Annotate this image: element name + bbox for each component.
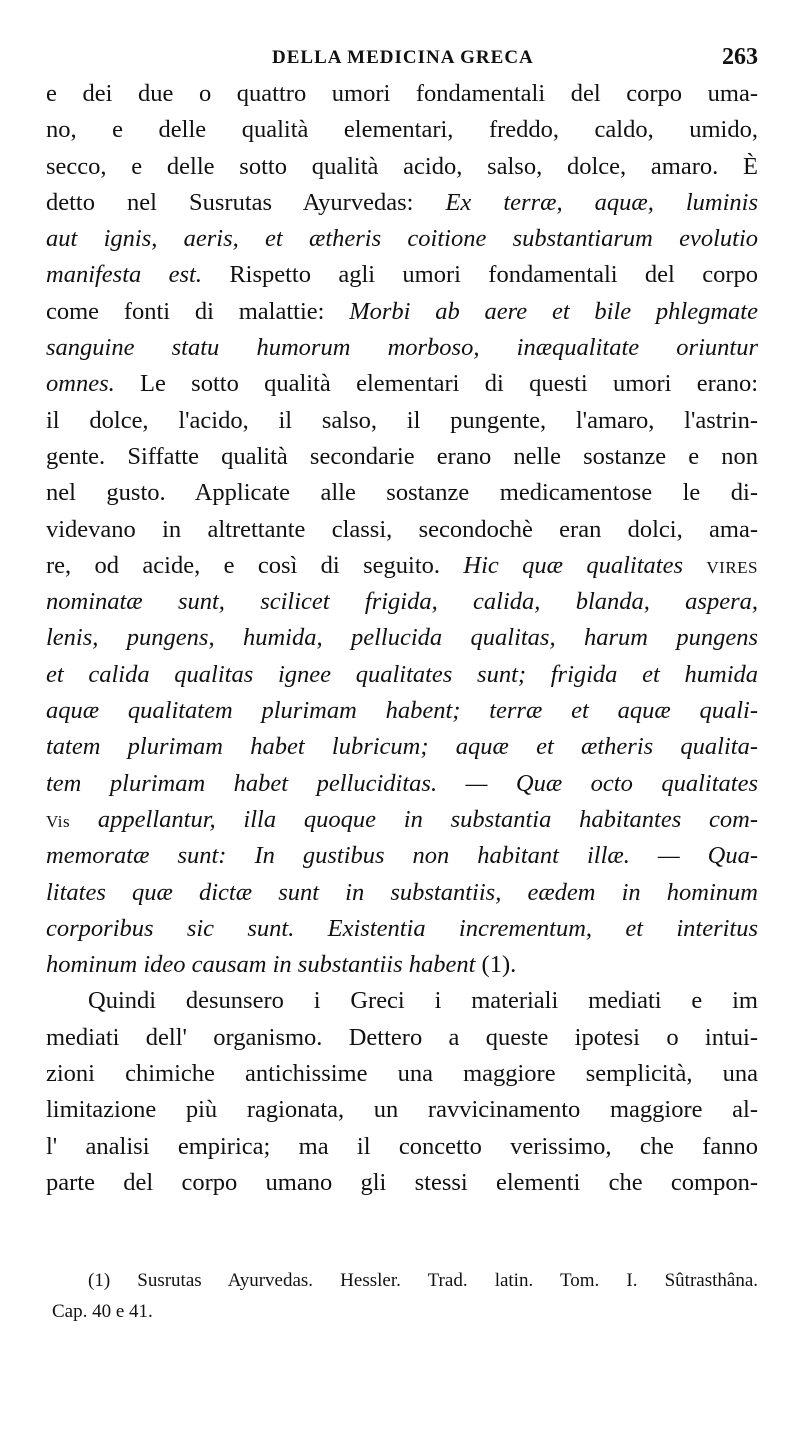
text-line — [46, 149, 758, 185]
text-line — [46, 584, 758, 620]
text-segment: zioni chimiche antichissime una maggiore semplicità, una — [46, 1060, 758, 1088]
text-line — [46, 185, 758, 221]
text-line — [46, 620, 758, 656]
text-segment: Rispetto agli umori fondamentali del corpo — [201, 261, 758, 289]
text-line — [46, 766, 758, 802]
text-line — [46, 838, 758, 874]
text-line — [46, 512, 758, 548]
text-line — [46, 366, 758, 402]
text-segment: (1). — [475, 951, 517, 979]
text-segment: corporibus sic sunt. Existentia incrementum, et interitus — [46, 914, 758, 942]
text-line — [46, 439, 758, 475]
text-line — [46, 112, 758, 148]
text-segment: nel gusto. Applicate alle sostanze medicamentose le di- — [46, 479, 758, 507]
text-segment: lenis, pungens, humida, pellucida qualitas, harum pungens — [46, 624, 758, 652]
text-line — [46, 911, 758, 947]
body-text — [46, 76, 758, 1201]
text-segment: Ex terræ, aquæ, luminis — [445, 188, 759, 216]
text-line — [46, 294, 758, 330]
text-line — [46, 657, 758, 693]
text-segment: limitazione più ragionata, un ravvicinamento maggiore al- — [46, 1096, 758, 1124]
text-segment: parte del corpo umano gli stessi elementi che compon- — [46, 1168, 758, 1196]
text-segment: secco, e delle sotto qualità acido, salso, dolce, amaro. È — [46, 152, 758, 180]
text-line — [46, 983, 758, 1019]
text-line — [46, 802, 758, 838]
text-segment: re, od acide, e così di seguito. — [46, 551, 464, 579]
text-line — [46, 1056, 758, 1092]
text-line — [46, 875, 758, 911]
text-segment: videvano in altrettante classi, secondochè eran dolci, ama- — [46, 515, 758, 543]
text-line — [46, 257, 758, 293]
text-segment: manifesta est. — [46, 261, 202, 289]
text-segment: detto nel Susrutas Ayurvedas: — [46, 188, 446, 216]
text-segment: nominatæ sunt, scilicet frigida, calida, blanda, aspera, — [46, 588, 758, 616]
footnotes — [52, 1265, 758, 1327]
text-segment: tem plurimam habet pelluciditas. — Quæ octo qualitates — [46, 769, 758, 797]
text-segment: Le sotto qualità elementari di questi umori erano: — [114, 370, 758, 398]
text-line — [46, 221, 758, 257]
text-line — [46, 330, 758, 366]
text-segment: aut ignis, aeris, et ætheris coitione substantiarum evolutio — [46, 225, 758, 253]
text-segment: il dolce, l'acido, il salso, il pungente, l'amaro, l'astrin- — [46, 406, 758, 434]
text-segment: gente. Siffatte qualità secondarie erano nelle sostanze e non — [46, 442, 758, 470]
text-segment: Hic quæ qualitates — [463, 551, 707, 579]
text-segment: memoratæ sunt: In gustibus non habitant illæ. — Qua- — [46, 842, 758, 870]
text-line — [46, 475, 758, 511]
text-line — [46, 76, 758, 112]
text-segment: hominum ideo causam in substantiis habent — [46, 951, 476, 979]
text-segment: omnes. — [46, 370, 115, 398]
text-segment: come fonti di malattie: — [46, 297, 350, 325]
running-title: DELLA MEDICINA GRECA — [272, 47, 534, 68]
text-line — [46, 548, 758, 584]
text-line — [46, 403, 758, 439]
text-segment: VIRES — [706, 557, 758, 577]
text-segment: e dei due o quattro umori fondamentali del corpo uma- — [46, 80, 758, 107]
footnote-line: Cap. 40 e 41. — [52, 1301, 153, 1322]
text-line — [46, 947, 758, 983]
text-line — [46, 1129, 758, 1165]
text-segment: Vis — [46, 811, 71, 831]
text-segment: litates quæ dictæ sunt in substantiis, eædem in hominum — [46, 878, 758, 906]
text-line — [46, 1165, 758, 1201]
text-line — [46, 1020, 758, 1056]
page-number: 263 — [722, 44, 758, 70]
footnote-line: (1) Susrutas Ayurvedas. Hessler. Trad. latin. Tom. I. Sûtrasthâna. — [88, 1270, 758, 1291]
text-segment: tatem plurimam habet lubricum; aquæ et ætheris qualita- — [46, 733, 758, 761]
text-segment: l' analisi empirica; ma il concetto verissimo, che fanno — [46, 1132, 758, 1160]
text-segment: appellantur, illa quoque in substantia habitantes com- — [70, 805, 758, 833]
text-segment: et calida qualitas ignee qualitates sunt; frigida et humida — [46, 660, 758, 688]
page-header — [0, 44, 800, 78]
text-segment: aquæ qualitatem plurimam habent; terræ et aquæ quali- — [46, 697, 758, 725]
text-line — [46, 693, 758, 729]
text-segment: sanguine statu humorum morboso, inæqualitate oriuntur — [46, 334, 758, 362]
text-segment: Morbi ab aere et bile phlegmate — [349, 297, 758, 325]
text-segment: Quindi desunsero i Greci i materiali mediati e im — [88, 987, 758, 1015]
text-segment: no, e delle qualità elementari, freddo, caldo, umido, — [46, 116, 758, 144]
text-segment: mediati dell' organismo. Dettero a queste ipotesi o intui- — [46, 1023, 758, 1051]
text-line — [46, 729, 758, 765]
text-line — [46, 1092, 758, 1128]
